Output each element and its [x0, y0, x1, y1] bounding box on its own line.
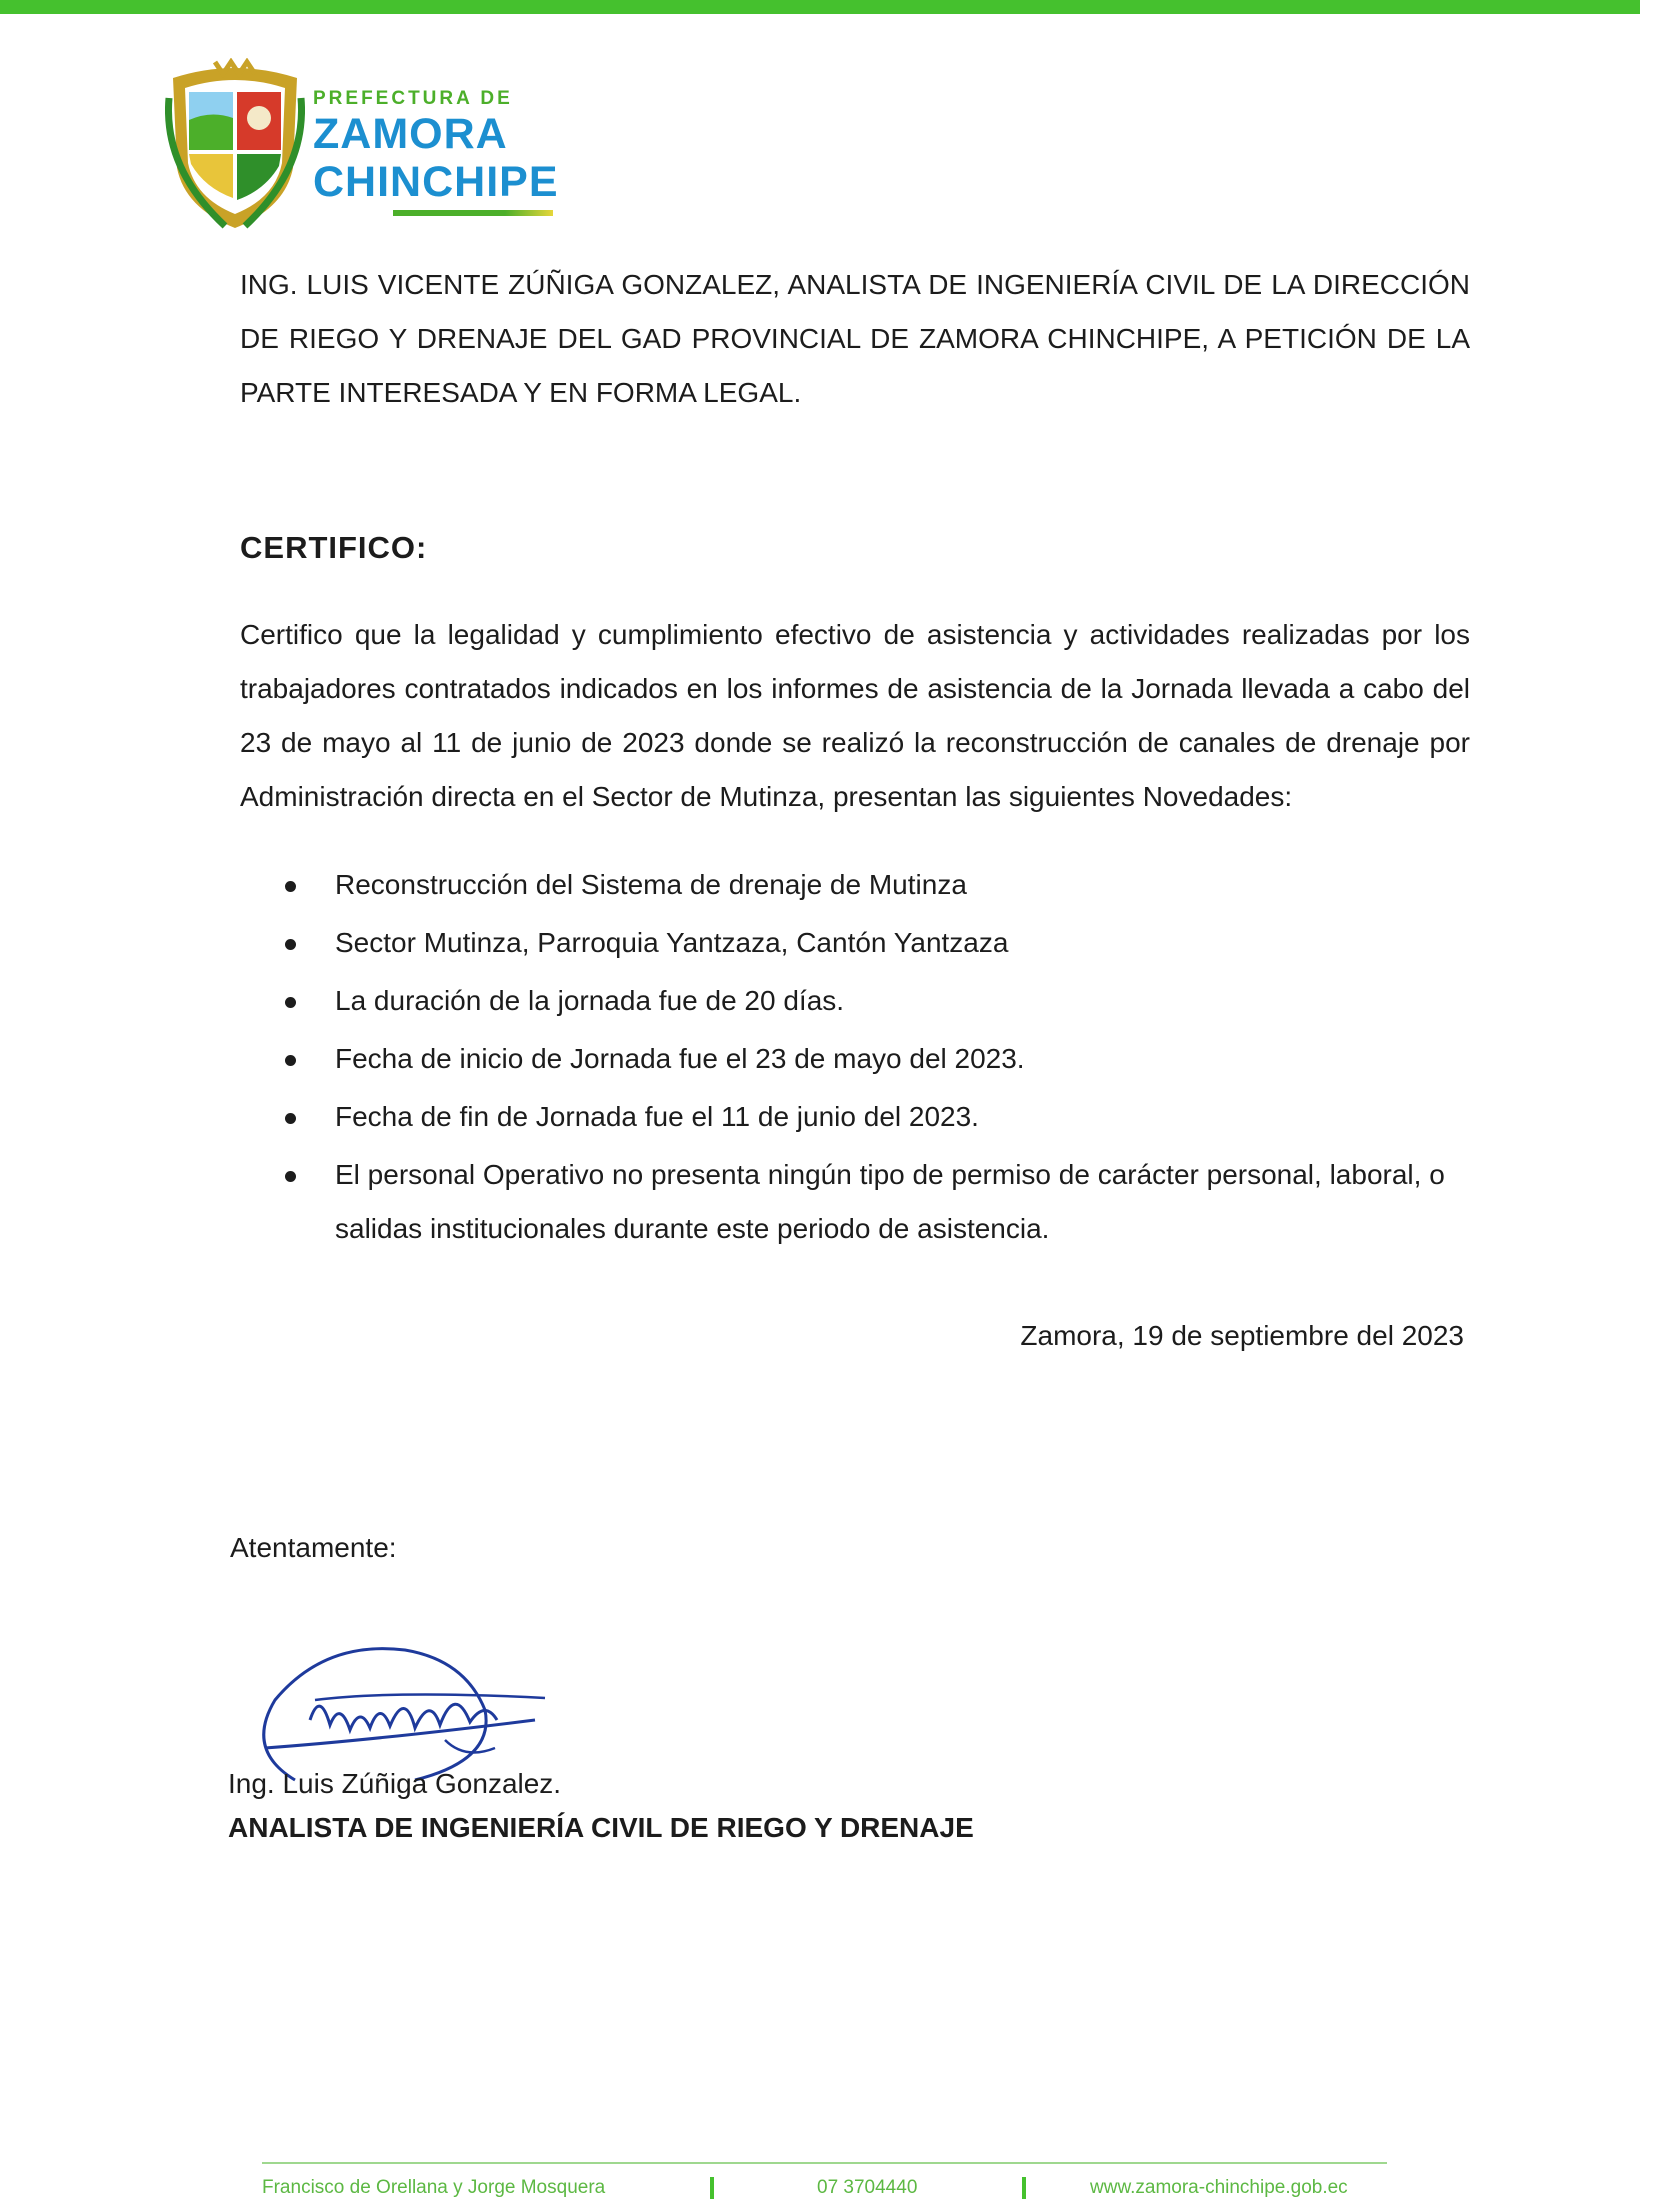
- logo-underline: [393, 210, 553, 216]
- footer-divider: [262, 2162, 1387, 2164]
- logo-prefectura-text: PREFECTURA DE: [313, 88, 513, 109]
- list-item: Fecha de fin de Jornada fue el 11 de junio del 2023.: [280, 1090, 1470, 1144]
- footer-website[interactable]: www.zamora-chinchipe.gob.ec: [1090, 2177, 1348, 2198]
- list-item: La duración de la jornada fue de 20 días.: [280, 974, 1470, 1028]
- list-item: Sector Mutinza, Parroquia Yantzaza, Cantón Yantzaza: [280, 916, 1470, 970]
- certifico-heading: CERTIFICO:: [240, 530, 428, 565]
- handwritten-signature: [235, 1630, 565, 1790]
- closing-text: Atentamente:: [230, 1532, 397, 1563]
- footer-address: Francisco de Orellana y Jorge Mosquera: [262, 2177, 606, 2198]
- list-item: Fecha de inicio de Jornada fue el 23 de mayo del 2023.: [280, 1032, 1470, 1086]
- footer-phone: 07 3704440: [817, 2177, 918, 2198]
- signer-title: ANALISTA DE INGENIERÍA CIVIL DE RIEGO Y DRENAJE: [228, 1812, 974, 1843]
- list-item: El personal Operativo no presenta ningún tipo de permiso de carácter personal, laboral, o salidas institucionales durante este periodo de asistencia.: [280, 1148, 1470, 1256]
- certification-body: Certifico que la legalidad y cumplimiento efectivo de asistencia y actividades realizadas por los trabajadores contratados indicados en los informes de asistencia de la Jornada llevada a cabo del 23 de mayo al 11 de junio de 2023 donde se realizó la reconstrucción de canales de drenaje por Administración directa en el Sector de Mutinza, presentan las siguientes Novedades:: [240, 619, 1470, 812]
- signer-name: Ing. Luis Zúñiga Gonzalez.: [228, 1768, 562, 1799]
- coat-of-arms-icon: [165, 58, 305, 233]
- logo-chinchipe-text: CHINCHIPE: [313, 158, 559, 206]
- date-line: Zamora, 19 de septiembre del 2023: [1020, 1320, 1464, 1351]
- footer-separator: [710, 2177, 714, 2199]
- prefectura-logo: [165, 58, 559, 233]
- intro-paragraph: ING. LUIS VICENTE ZÚÑIGA GONZALEZ, ANALISTA DE INGENIERÍA CIVIL DE LA DIRECCIÓN DE RIEGO Y DRENAJE DEL GAD PROVINCIAL DE ZAMORA CHINCHIPE, A PETICIÓN DE LA PARTE INTERESADA Y EN FORMA LEGAL.: [240, 269, 1470, 408]
- logo-wordmark: [313, 88, 559, 206]
- novedades-list: [280, 858, 1470, 1260]
- logo-zamora-text: ZAMORA: [313, 110, 508, 158]
- top-green-bar: [0, 0, 1640, 14]
- list-item: Reconstrucción del Sistema de drenaje de Mutinza: [280, 858, 1470, 912]
- footer-separator: [1022, 2177, 1026, 2199]
